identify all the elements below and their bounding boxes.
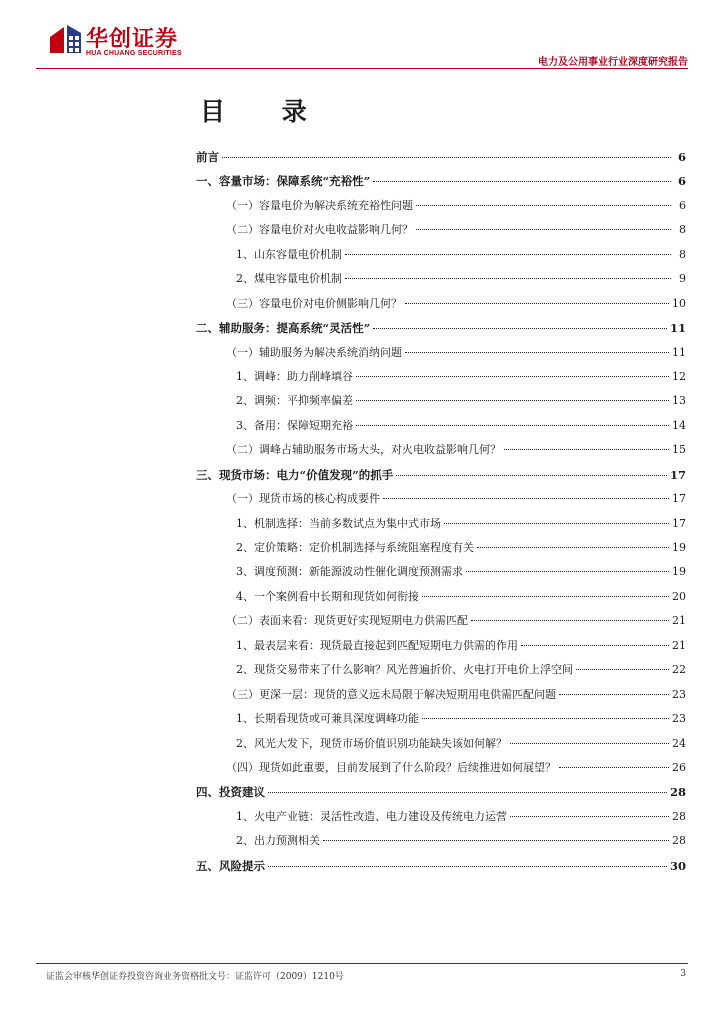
toc-entry[interactable] bbox=[196, 316, 686, 340]
toc-dot-leader bbox=[373, 327, 667, 329]
toc-entry[interactable] bbox=[196, 389, 686, 413]
toc-entry-page: 17 bbox=[672, 492, 686, 506]
toc-dot-leader bbox=[356, 399, 669, 401]
toc-entry-label: 1、机制选择：当前多数试点为集中式市场 bbox=[236, 516, 441, 530]
toc-entry[interactable] bbox=[196, 292, 686, 316]
toc-entry[interactable] bbox=[196, 463, 686, 487]
footer-divider bbox=[36, 963, 688, 964]
toc-dot-leader bbox=[383, 497, 669, 499]
toc-entry[interactable] bbox=[196, 341, 686, 365]
toc-entry-label: 2、现货交易带来了什么影响？风光普遍折价、火电打开电价上浮空间 bbox=[236, 663, 573, 677]
toc-entry[interactable] bbox=[196, 854, 686, 878]
logo-chinese-name: 华创证券 bbox=[86, 27, 179, 52]
toc-entry[interactable] bbox=[196, 169, 686, 193]
toc-entry-page: 21 bbox=[672, 638, 686, 652]
toc-dot-leader bbox=[559, 766, 669, 768]
toc-entry[interactable] bbox=[196, 365, 686, 389]
toc-dot-leader bbox=[356, 424, 669, 426]
toc-entry-page: 11 bbox=[672, 345, 686, 359]
toc-dot-leader bbox=[345, 253, 671, 255]
toc-dot-leader bbox=[477, 546, 669, 548]
toc-dot-leader bbox=[416, 204, 671, 206]
toc-dot-leader bbox=[396, 474, 667, 476]
toc-dot-leader bbox=[504, 448, 669, 450]
toc-entry-label: 2、风光大发下，现货市场价值识别功能缺失该如何解？ bbox=[236, 736, 507, 750]
toc-entry-label: 1、调峰：助力削峰填谷 bbox=[236, 369, 353, 383]
toc-entry[interactable] bbox=[196, 658, 686, 682]
toc-entry[interactable] bbox=[196, 683, 686, 707]
toc-dot-leader bbox=[510, 742, 669, 744]
toc-entry[interactable] bbox=[196, 634, 686, 658]
toc-dot-leader bbox=[323, 839, 669, 841]
toc-dot-leader bbox=[422, 595, 669, 597]
toc-entry[interactable] bbox=[196, 707, 686, 731]
toc-dot-leader bbox=[416, 228, 671, 230]
toc-entry-page: 9 bbox=[679, 272, 686, 286]
toc-entry-page: 24 bbox=[672, 736, 686, 750]
company-logo bbox=[50, 23, 190, 63]
toc-dot-leader bbox=[268, 865, 667, 867]
toc-entry-page: 17 bbox=[669, 467, 686, 482]
toc-entry[interactable] bbox=[196, 732, 686, 756]
toc-entry-label: （三）更深一层：现货的意义远未局限于解决短期用电供需匹配问题 bbox=[226, 687, 556, 701]
toc-entry[interactable] bbox=[196, 487, 686, 511]
toc-entry[interactable] bbox=[196, 218, 686, 242]
toc-entry-label: （二）表面来看：现货更好实现短期电力供需匹配 bbox=[226, 614, 468, 628]
toc-entry-page: 13 bbox=[672, 394, 686, 408]
toc-entry-page: 20 bbox=[672, 589, 686, 603]
toc-entry-page: 6 bbox=[677, 174, 686, 189]
toc-entry[interactable] bbox=[196, 560, 686, 584]
toc-entry-label: （一）辅助服务为解决系统消纳问题 bbox=[226, 345, 402, 359]
toc-entry[interactable] bbox=[196, 805, 686, 829]
toc-entry-label: 1、最表层来看：现货最直接起到匹配短期电力供需的作用 bbox=[236, 638, 518, 652]
toc-entry-label: 2、调频：平抑频率偏差 bbox=[236, 394, 353, 408]
toc-entry-page: 17 bbox=[672, 516, 686, 530]
toc-entry-label: 一、容量市场：保障系统“充裕性” bbox=[196, 174, 371, 189]
toc-dot-leader bbox=[268, 791, 667, 793]
toc-entry[interactable] bbox=[196, 438, 686, 462]
toc-dot-leader bbox=[405, 351, 669, 353]
toc-dot-leader bbox=[356, 375, 669, 377]
toc-entry-label: （四）现货如此重要，目前发展到了什么阶段？后续推进如何展望？ bbox=[226, 760, 556, 774]
toc-entry-label: 1、火电产业链：灵活性改造、电力建设及传统电力运营 bbox=[236, 809, 507, 823]
toc-entry[interactable] bbox=[196, 194, 686, 218]
toc-entry-page: 19 bbox=[672, 565, 686, 579]
toc-entry-page: 6 bbox=[677, 150, 686, 164]
toc-entry[interactable] bbox=[196, 145, 686, 169]
toc-entry[interactable] bbox=[196, 756, 686, 780]
toc-entry[interactable] bbox=[196, 536, 686, 560]
toc-entry-label: 三、现货市场：电力“价值发现”的抓手 bbox=[196, 467, 394, 482]
toc-entry-label: 二、辅助服务：提高系统“灵活性” bbox=[196, 321, 371, 336]
toc-entry-page: 6 bbox=[679, 198, 686, 212]
header-divider bbox=[36, 68, 688, 69]
toc-entry-label: 2、定价策略：定价机制选择与系统阻塞程度有关 bbox=[236, 541, 474, 554]
toc-entry-label: 前言 bbox=[196, 150, 219, 164]
toc-entry-label: 3、备用：保障短期充裕 bbox=[236, 418, 353, 432]
page-header bbox=[0, 0, 724, 70]
toc-dot-leader bbox=[521, 644, 669, 646]
toc-dot-leader bbox=[576, 668, 669, 670]
toc-entry-label: 3、调度预测：新能源波动性催化调度预测需求 bbox=[236, 565, 463, 579]
toc-entry[interactable] bbox=[196, 243, 686, 267]
toc-dot-leader bbox=[422, 717, 669, 719]
table-of-contents bbox=[196, 145, 686, 878]
report-type-label: 电力及公用事业行业深度研究报告 bbox=[538, 57, 688, 68]
toc-entry-page: 23 bbox=[672, 712, 686, 726]
toc-entry[interactable] bbox=[196, 780, 686, 804]
logo-mark-icon bbox=[50, 23, 82, 55]
toc-dot-leader bbox=[444, 522, 669, 524]
toc-entry-page: 28 bbox=[672, 809, 686, 823]
toc-dot-leader bbox=[559, 693, 669, 695]
toc-dot-leader bbox=[510, 815, 669, 817]
logo-english-name: HUA CHUANG SECURITIES bbox=[86, 50, 182, 57]
toc-dot-leader bbox=[471, 619, 669, 621]
toc-entry-page: 14 bbox=[672, 418, 686, 432]
toc-entry[interactable] bbox=[196, 585, 686, 609]
toc-entry-label: 四、投资建议 bbox=[196, 785, 265, 800]
toc-entry-page: 30 bbox=[669, 858, 686, 873]
toc-entry-page: 26 bbox=[672, 760, 686, 774]
toc-title: 目 录 bbox=[200, 97, 331, 126]
toc-entry-label: 2、煤电容量电价机制 bbox=[236, 272, 342, 286]
toc-entry-page: 28 bbox=[672, 834, 686, 848]
toc-dot-leader bbox=[345, 277, 671, 279]
toc-entry-label: （一）容量电价为解决系统充裕性问题 bbox=[226, 198, 413, 212]
toc-entry[interactable] bbox=[196, 829, 686, 853]
toc-entry-label: 五、风险提示 bbox=[196, 858, 265, 873]
toc-entry-page: 28 bbox=[669, 785, 686, 800]
toc-entry[interactable] bbox=[196, 512, 686, 536]
toc-dot-leader bbox=[373, 180, 671, 182]
toc-entry-label: 1、山东容量电价机制 bbox=[236, 247, 342, 261]
page-number: 3 bbox=[680, 969, 686, 979]
toc-entry-label: （二）容量电价对火电收益影响几何？ bbox=[226, 223, 413, 237]
toc-entry-page: 8 bbox=[679, 247, 686, 261]
toc-dot-leader bbox=[405, 302, 669, 304]
toc-dot-leader bbox=[466, 570, 669, 572]
toc-entry-label: （一）现货市场的核心构成要件 bbox=[226, 492, 380, 506]
toc-entry-page: 21 bbox=[672, 614, 686, 628]
toc-dot-leader bbox=[222, 156, 671, 158]
toc-entry-page: 10 bbox=[672, 296, 686, 310]
toc-entry-label: （二）调峰占辅助服务市场大头，对火电收益影响几何？ bbox=[226, 443, 501, 457]
toc-entry-page: 12 bbox=[672, 369, 686, 383]
toc-entry-label: 1、长期看现货或可兼具深度调峰功能 bbox=[236, 712, 419, 726]
footer-certification: 证监会审核华创证券投资咨询业务资格批文号：证监许可（2009）1210号 bbox=[46, 972, 344, 982]
toc-entry-page: 23 bbox=[672, 687, 686, 701]
toc-entry-page: 15 bbox=[672, 443, 686, 457]
toc-entry[interactable] bbox=[196, 414, 686, 438]
toc-entry[interactable] bbox=[196, 609, 686, 633]
toc-entry-page: 22 bbox=[672, 663, 686, 677]
toc-entry-page: 8 bbox=[679, 223, 686, 237]
toc-entry-label: （三）容量电价对电价侧影响几何？ bbox=[226, 296, 402, 310]
toc-entry-label: 4、一个案例看中长期和现货如何衔接 bbox=[236, 589, 419, 603]
toc-entry-page: 11 bbox=[669, 321, 686, 336]
toc-entry[interactable] bbox=[196, 267, 686, 291]
toc-entry-label: 2、出力预测相关 bbox=[236, 834, 320, 848]
toc-entry-page: 19 bbox=[672, 541, 686, 554]
